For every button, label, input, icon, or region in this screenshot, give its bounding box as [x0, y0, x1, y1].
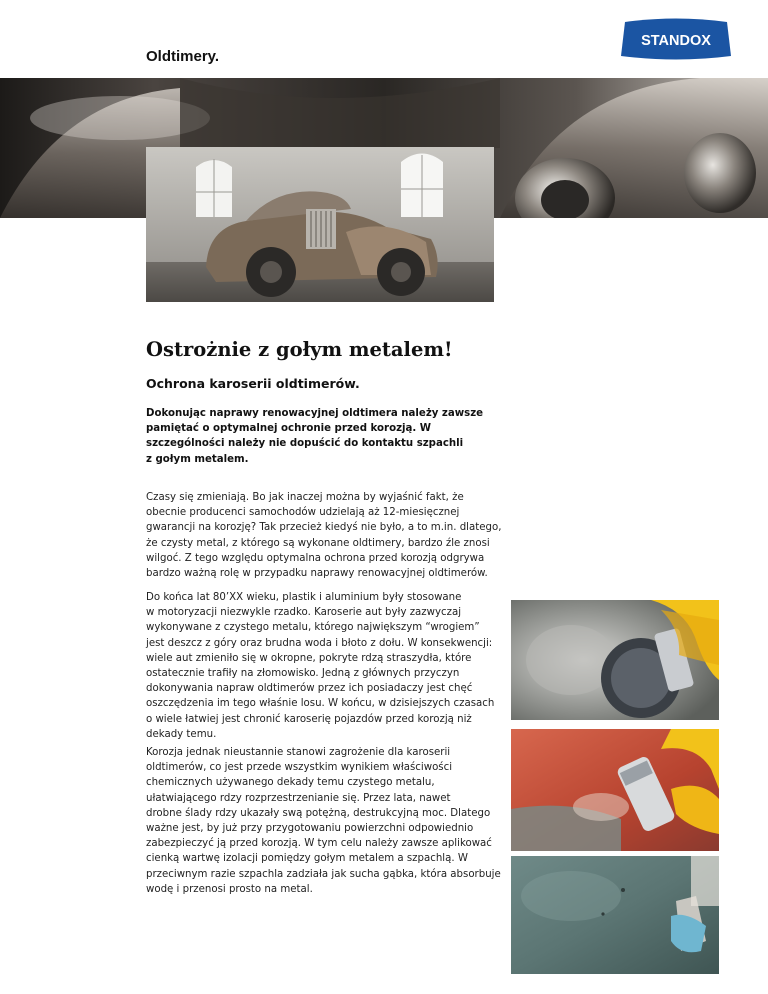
- article-headline: Ostrożnie z gołym metalem!: [146, 338, 453, 361]
- text-line: jest deszcz z góry oraz brudna woda i błoto z dołu. W konsekwencji:: [146, 637, 493, 649]
- text-line: cienką wartwę izolacji pomiędzy gołym metalem a szpachlą. W: [146, 853, 468, 865]
- text-line: Korozja jednak nieustannie stanowi zagrożenie dla karoserii: [146, 747, 451, 758]
- text-line: Do końca lat 80’XX wieku, plastik i aluminium były stosowane: [146, 592, 462, 603]
- body-paragraph-1: [146, 490, 502, 581]
- text-line: o wiele łatwiej jest chronić karoserię pojazdów przed korozją niż: [146, 713, 472, 725]
- page-title: Oldtimery.: [146, 48, 220, 65]
- filler-application-photo: [511, 856, 719, 974]
- text-line: z gołym metalem.: [146, 453, 249, 465]
- text-line: szczególności należy nie dopuścić do kontaktu szpachli: [146, 438, 464, 450]
- text-line: przeciwnym razie szpachla zadziała jak sucha gąbka, która absorbuje: [146, 868, 501, 880]
- article-subheadline: Ochrona karoserii oldtimerów.: [146, 376, 360, 391]
- text-line: pamiętać o optymalnej ochronie przed korozją. W: [146, 423, 432, 435]
- body-paragraph-3: [146, 745, 501, 897]
- text-line: w motoryzacji niezwykle rzadko. Karoserie aut były zazwyczaj: [146, 607, 462, 619]
- text-line: oldtimerów, co jest przede wszystkim wynikiem właściwości: [146, 762, 453, 774]
- text-line: chemicznych używanego dekady temu czystego metalu,: [146, 777, 435, 789]
- text-line: gwarancji na korozję? Tak przecież kiedyś nie było, a to m.in. dlatego,: [146, 522, 502, 534]
- text-line: wilgoć. Z tego względu optymalna ochrona przed korozją odgrywa: [146, 552, 485, 564]
- text-line: zabezpieczyć ją przed korozją. W tym celu należy zawsze aplikować: [146, 838, 492, 850]
- text-line: wiele aut zmieniło się w okropne, pokryte rdzą straszydła, które: [146, 652, 472, 664]
- text-line: wodę i przenosi prosto na metal.: [146, 883, 313, 895]
- text-line: Dokonując naprawy renowacyjnej oldtimera należy zawsze: [146, 408, 484, 419]
- lead-paragraph: [146, 406, 491, 467]
- logo-text: STANDOX: [641, 33, 711, 49]
- text-line: drobne ślady rdzy ukazały swą potężną, destrukcyjną moc. Dlatego: [146, 807, 491, 819]
- text-line: wykonywane z czystego metalu, którego największym “wrogiem”: [146, 622, 480, 634]
- rusty-car-photo: [146, 147, 494, 302]
- text-line: bardzo ważną rolę w przypadku naprawy renowacyjnej oldtimerów.: [146, 568, 488, 580]
- body-paragraph-2: [146, 590, 495, 742]
- text-line: Czasy się zmieniają. Bo jak inaczej można by wyjaśnić fakt, że: [146, 492, 464, 503]
- text-line: obecnie producenci samochodów udzielają aż 12-miesięcznej: [146, 507, 460, 519]
- text-line: dekady temu.: [146, 728, 217, 740]
- spray-can-photo: [511, 729, 719, 851]
- text-line: ważne jest, by już przy przygotowaniu powierzchni odpowiednio: [146, 823, 474, 835]
- text-line: że czysty metal, z którego są wykonane oldtimery, bardzo źle znosi: [146, 537, 490, 549]
- text-line: dokonywania napraw oldtimerów przez ich posiadaczy jest chęć: [146, 683, 473, 695]
- sanding-photo: [511, 600, 719, 720]
- standox-logo: [619, 18, 733, 60]
- text-line: oszczędzenia im tego właśnie losu. W końcu, w dzisiejszych czasach: [146, 698, 495, 710]
- text-line: ułatwiającego rdzy rozprzestrzenianie się. Przez lata, nawet: [146, 792, 451, 804]
- text-line: ostatecznie trafiły na złomowisko. Jedną z głównych przyczyn: [146, 668, 460, 680]
